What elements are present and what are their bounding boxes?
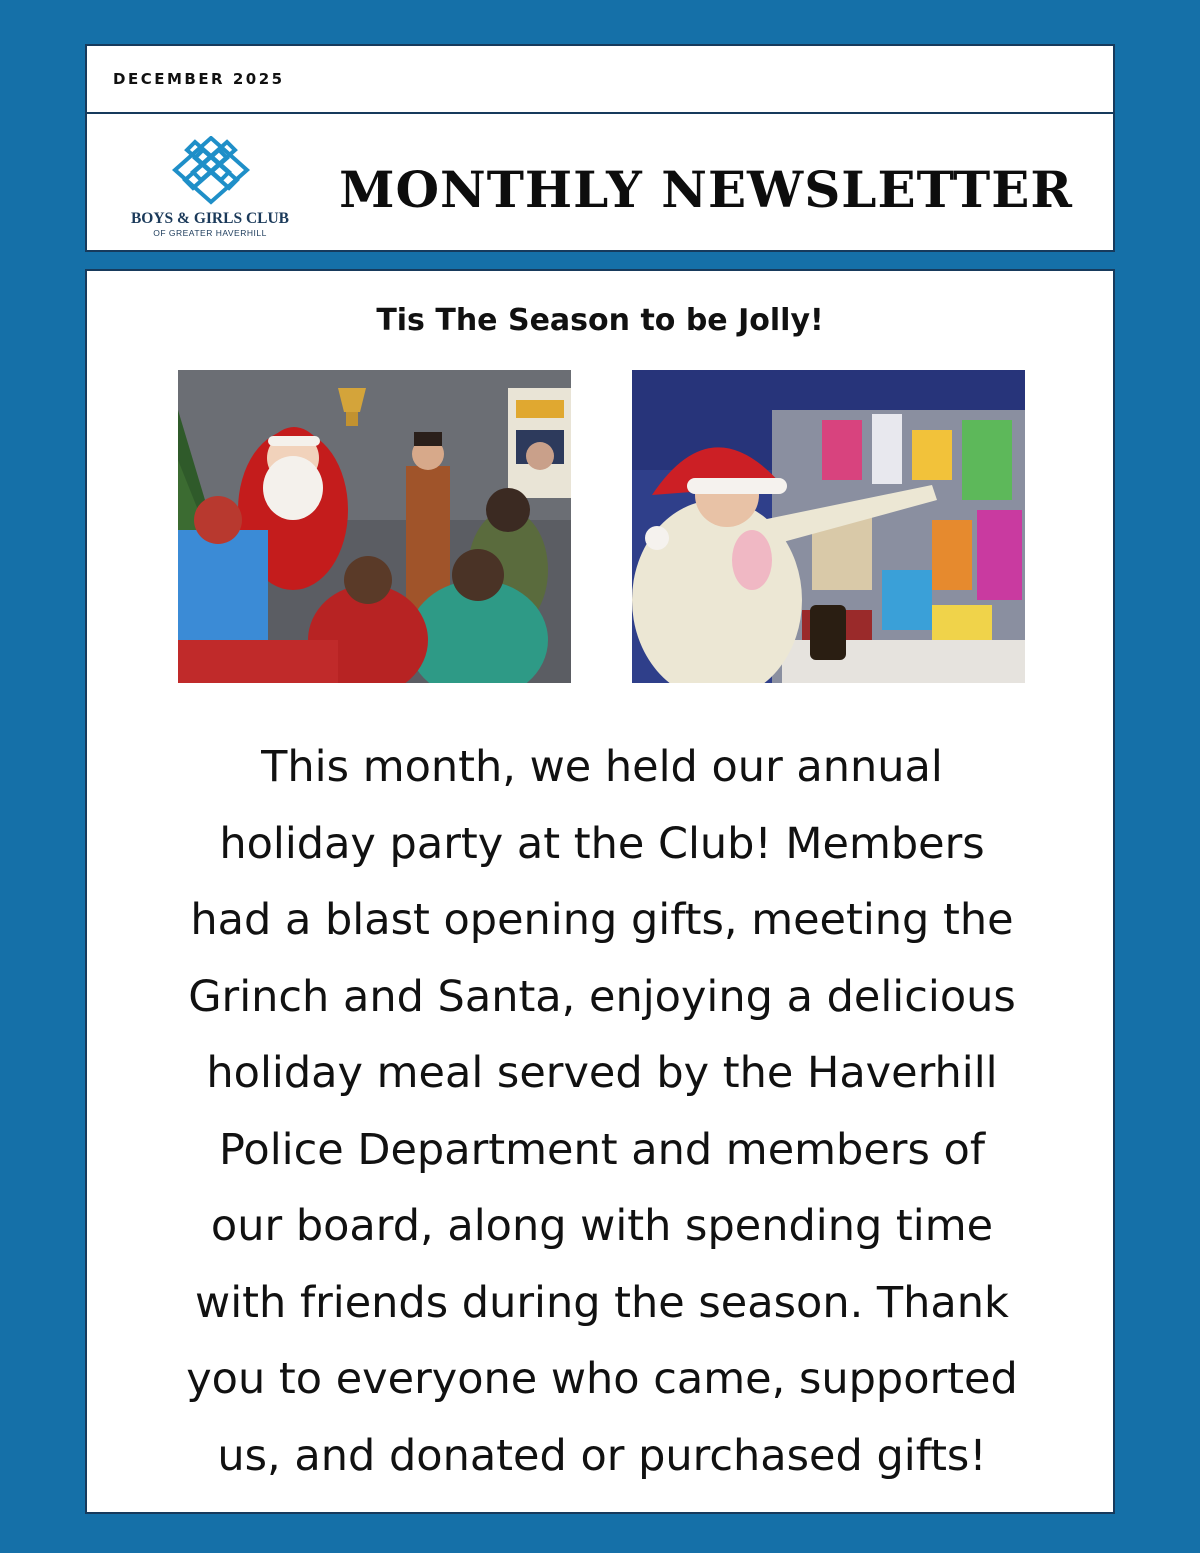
article-card (85, 269, 1115, 1514)
body-line: us, and donated or purchased gifts! (217, 1430, 987, 1481)
body-line: Grinch and Santa, enjoying a delicious (188, 971, 1016, 1022)
gift-table-photo (632, 370, 1025, 683)
article-body (127, 729, 1077, 1494)
body-line: with friends during the season. Thank (195, 1277, 1009, 1328)
santa-party-photo (178, 370, 571, 683)
body-line: holiday meal served by the Haverhill (206, 1048, 998, 1098)
santa-party-image (178, 370, 571, 683)
newsletter-header (85, 112, 1115, 252)
newsletter-title: MONTHLY NEWSLETTER (339, 160, 1073, 219)
body-line: holiday party at the Club! Members (219, 818, 985, 869)
body-line: you to everyone who came, supported (186, 1354, 1018, 1404)
date-bar (85, 44, 1115, 114)
body-line: Police Department and members of (219, 1124, 985, 1175)
body-line: This month, we held our annual (261, 742, 943, 792)
body-line: our board, along with spending time (210, 1201, 994, 1251)
issue-date: DECEMBER 2025 (113, 70, 285, 88)
club-subtitle: OF GREATER HAVERHILL (153, 228, 267, 238)
boys-girls-club-logo-icon (151, 136, 271, 206)
club-logo (117, 136, 303, 241)
article-title: Tis The Season to be Jolly! (376, 303, 824, 338)
club-name: BOYS & GIRLS CLUB (130, 210, 290, 227)
gift-table-image (632, 370, 1025, 683)
body-line: had a blast opening gifts, meeting the (190, 895, 1014, 945)
